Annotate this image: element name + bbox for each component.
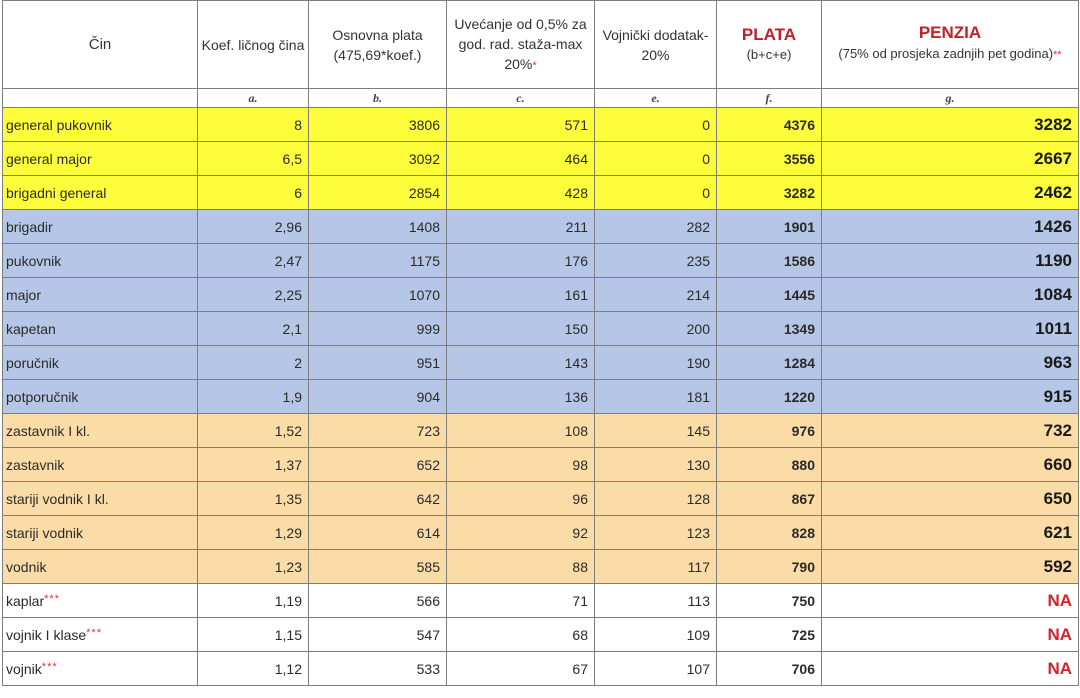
koef-cell: 6,5 [198,142,309,176]
vojnicki-cell: 282 [595,210,717,244]
plata-cell: 828 [717,516,822,550]
rank-name: kaplar [6,592,45,609]
header-uvecanje-text: Uvećanje od 0,5% za god. rad. staža-max 20% [454,15,587,72]
header-penzia-title: PENZIA [918,23,982,42]
uvecanje-cell: 150 [447,312,595,346]
vojnicki-cell: 128 [595,482,717,516]
osnovna-cell: 533 [309,652,447,686]
penzia-cell: 963 [822,346,1079,380]
rank-name: stariji vodnik I kl. [6,490,109,507]
uvecanje-cell: 71 [447,584,595,618]
penzia-cell: 2667 [822,142,1079,176]
osnovna-cell: 547 [309,618,447,652]
vojnicki-cell: 214 [595,278,717,312]
vojnicki-cell: 0 [595,176,717,210]
osnovna-cell: 3806 [309,108,447,142]
osnovna-cell: 2854 [309,176,447,210]
plata-cell: 1901 [717,210,822,244]
vojnicki-cell: 109 [595,618,717,652]
osnovna-cell: 999 [309,312,447,346]
uvecanje-cell: 143 [447,346,595,380]
letter-b: b. [309,89,447,108]
osnovna-cell: 904 [309,380,447,414]
letter-c: c. [447,89,595,108]
penzia-cell: 592 [822,550,1079,584]
plata-cell: 1586 [717,244,822,278]
plata-cell: 1349 [717,312,822,346]
vojnicki-cell: 130 [595,448,717,482]
header-plata-sub: (b+c+e) [746,46,792,62]
vojnicki-cell: 145 [595,414,717,448]
rank-name: vodnik [6,558,47,575]
rank-name-cell [3,652,198,686]
koef-cell: 1,19 [198,584,309,618]
penzia-cell: 650 [822,482,1079,516]
osnovna-cell: 585 [309,550,447,584]
table-row [3,414,1079,448]
koef-cell: 1,23 [198,550,309,584]
penzia-cell: 2462 [822,176,1079,210]
osnovna-cell: 652 [309,448,447,482]
table-row [3,312,1079,346]
rank-name: general major [6,150,92,167]
uvecanje-cell: 88 [447,550,595,584]
rank-name: stariji vodnik [6,524,84,541]
uvecanje-cell: 92 [447,516,595,550]
rank-name-cell [3,448,198,482]
uvecanje-cell: 428 [447,176,595,210]
uvecanje-cell: 176 [447,244,595,278]
header-osnovna: Osnovna plata (475,69*koef.) [309,1,447,89]
letter-empty [3,89,198,108]
penzia-cell: NA [822,652,1079,686]
letter-g: g. [822,89,1079,108]
rank-name: kapetan [6,320,56,337]
table-row [3,618,1079,652]
rank-name-cell [3,618,198,652]
rank-name: pukovnik [6,252,62,269]
rank-name: general pukovnik [6,116,112,133]
header-koef: Koef. ličnog čina [198,1,309,89]
osnovna-cell: 3092 [309,142,447,176]
rank-name-cell [3,210,198,244]
penzia-cell: 1426 [822,210,1079,244]
header-cin: Čin [3,1,198,89]
uvecanje-cell: 161 [447,278,595,312]
table-row [3,142,1079,176]
plata-cell: 706 [717,652,822,686]
rank-name-cell [3,482,198,516]
header-vojnicki: Vojnički dodatak-20% [595,1,717,89]
penzia-cell: 1011 [822,312,1079,346]
vojnicki-cell: 123 [595,516,717,550]
vojnicki-cell: 113 [595,584,717,618]
table-row [3,652,1079,686]
rank-name: major [6,286,42,303]
rank-name: zastavnik [6,456,65,473]
uvecanje-cell: 464 [447,142,595,176]
table-row [3,108,1079,142]
uvecanje-cell: 108 [447,414,595,448]
letter-a: a. [198,89,309,108]
vojnicki-cell: 0 [595,142,717,176]
table-row [3,482,1079,516]
rank-footnote-marker: *** [86,626,102,639]
plata-cell: 1445 [717,278,822,312]
plata-cell: 750 [717,584,822,618]
penzia-cell: NA [822,618,1079,652]
vojnicki-cell: 200 [595,312,717,346]
table-row [3,584,1079,618]
koef-cell: 2,1 [198,312,309,346]
rank-name: poručnik [6,354,59,371]
penzia-cell: 1084 [822,278,1079,312]
koef-cell: 2,96 [198,210,309,244]
rank-name: potporučnik [6,388,79,405]
penzia-cell: 3282 [822,108,1079,142]
osnovna-cell: 951 [309,346,447,380]
letter-e: e. [595,89,717,108]
salary-table [2,0,1079,686]
header-penzia [822,1,1079,89]
rank-name-cell [3,142,198,176]
column-letters-row [3,89,1079,108]
koef-cell: 8 [198,108,309,142]
rank-name-cell [3,108,198,142]
uvecanje-cell: 211 [447,210,595,244]
plata-cell: 3556 [717,142,822,176]
uvecanje-cell: 571 [447,108,595,142]
table-row [3,448,1079,482]
header-uvecanje-star: * [532,59,537,72]
vojnicki-cell: 181 [595,380,717,414]
uvecanje-cell: 67 [447,652,595,686]
rank-name: brigadni general [6,184,107,201]
plata-cell: 1220 [717,380,822,414]
header-penzia-sub-wrap [822,43,1078,66]
header-row [3,1,1079,89]
uvecanje-cell: 136 [447,380,595,414]
vojnicki-cell: 0 [595,108,717,142]
koef-cell: 1,29 [198,516,309,550]
rank-name-cell [3,584,198,618]
vojnicki-cell: 107 [595,652,717,686]
table-row [3,244,1079,278]
koef-cell: 1,9 [198,380,309,414]
header-penzia-star: ** [1053,49,1062,61]
table-row [3,380,1079,414]
vojnicki-cell: 117 [595,550,717,584]
header-uvecanje [447,1,595,89]
plata-cell: 867 [717,482,822,516]
rank-name-cell [3,414,198,448]
penzia-cell: 621 [822,516,1079,550]
rank-name-cell [3,278,198,312]
table-row [3,346,1079,380]
plata-cell: 725 [717,618,822,652]
rank-name-cell [3,550,198,584]
koef-cell: 1,37 [198,448,309,482]
header-plata-title: PLATA [741,24,797,44]
header-penzia-sub: (75% od prosjeka zadnjih pet godina) [838,46,1054,61]
table-row [3,550,1079,584]
penzia-cell: 915 [822,380,1079,414]
letter-f: f. [717,89,822,108]
koef-cell: 1,12 [198,652,309,686]
rank-name-cell [3,380,198,414]
plata-cell: 4376 [717,108,822,142]
plata-cell: 976 [717,414,822,448]
plata-cell: 1284 [717,346,822,380]
rank-name-cell [3,346,198,380]
rank-name: zastavnik I kl. [6,422,91,439]
rank-name: brigadir [6,218,53,235]
header-plata [717,1,822,89]
koef-cell: 1,52 [198,414,309,448]
table-row [3,176,1079,210]
vojnicki-cell: 235 [595,244,717,278]
table-row [3,278,1079,312]
koef-cell: 1,35 [198,482,309,516]
plata-cell: 790 [717,550,822,584]
table-row [3,516,1079,550]
uvecanje-cell: 96 [447,482,595,516]
rank-name: vojnik [6,660,42,677]
osnovna-cell: 1175 [309,244,447,278]
osnovna-cell: 642 [309,482,447,516]
rank-name-cell [3,516,198,550]
vojnicki-cell: 190 [595,346,717,380]
rank-name: vojnik I klase [6,626,87,643]
rank-name-cell [3,312,198,346]
penzia-cell: 660 [822,448,1079,482]
rank-name-cell [3,176,198,210]
koef-cell: 6 [198,176,309,210]
osnovna-cell: 723 [309,414,447,448]
uvecanje-cell: 98 [447,448,595,482]
penzia-cell: 1190 [822,244,1079,278]
rank-footnote-marker: *** [44,592,60,605]
penzia-cell: NA [822,584,1079,618]
penzia-cell: 732 [822,414,1079,448]
osnovna-cell: 1408 [309,210,447,244]
osnovna-cell: 566 [309,584,447,618]
rank-footnote-marker: *** [41,660,58,673]
koef-cell: 2,47 [198,244,309,278]
plata-cell: 880 [717,448,822,482]
plata-cell: 3282 [717,176,822,210]
koef-cell: 2,25 [198,278,309,312]
osnovna-cell: 614 [309,516,447,550]
uvecanje-cell: 68 [447,618,595,652]
osnovna-cell: 1070 [309,278,447,312]
koef-cell: 1,15 [198,618,309,652]
table-row [3,210,1079,244]
koef-cell: 2 [198,346,309,380]
rank-name-cell [3,244,198,278]
